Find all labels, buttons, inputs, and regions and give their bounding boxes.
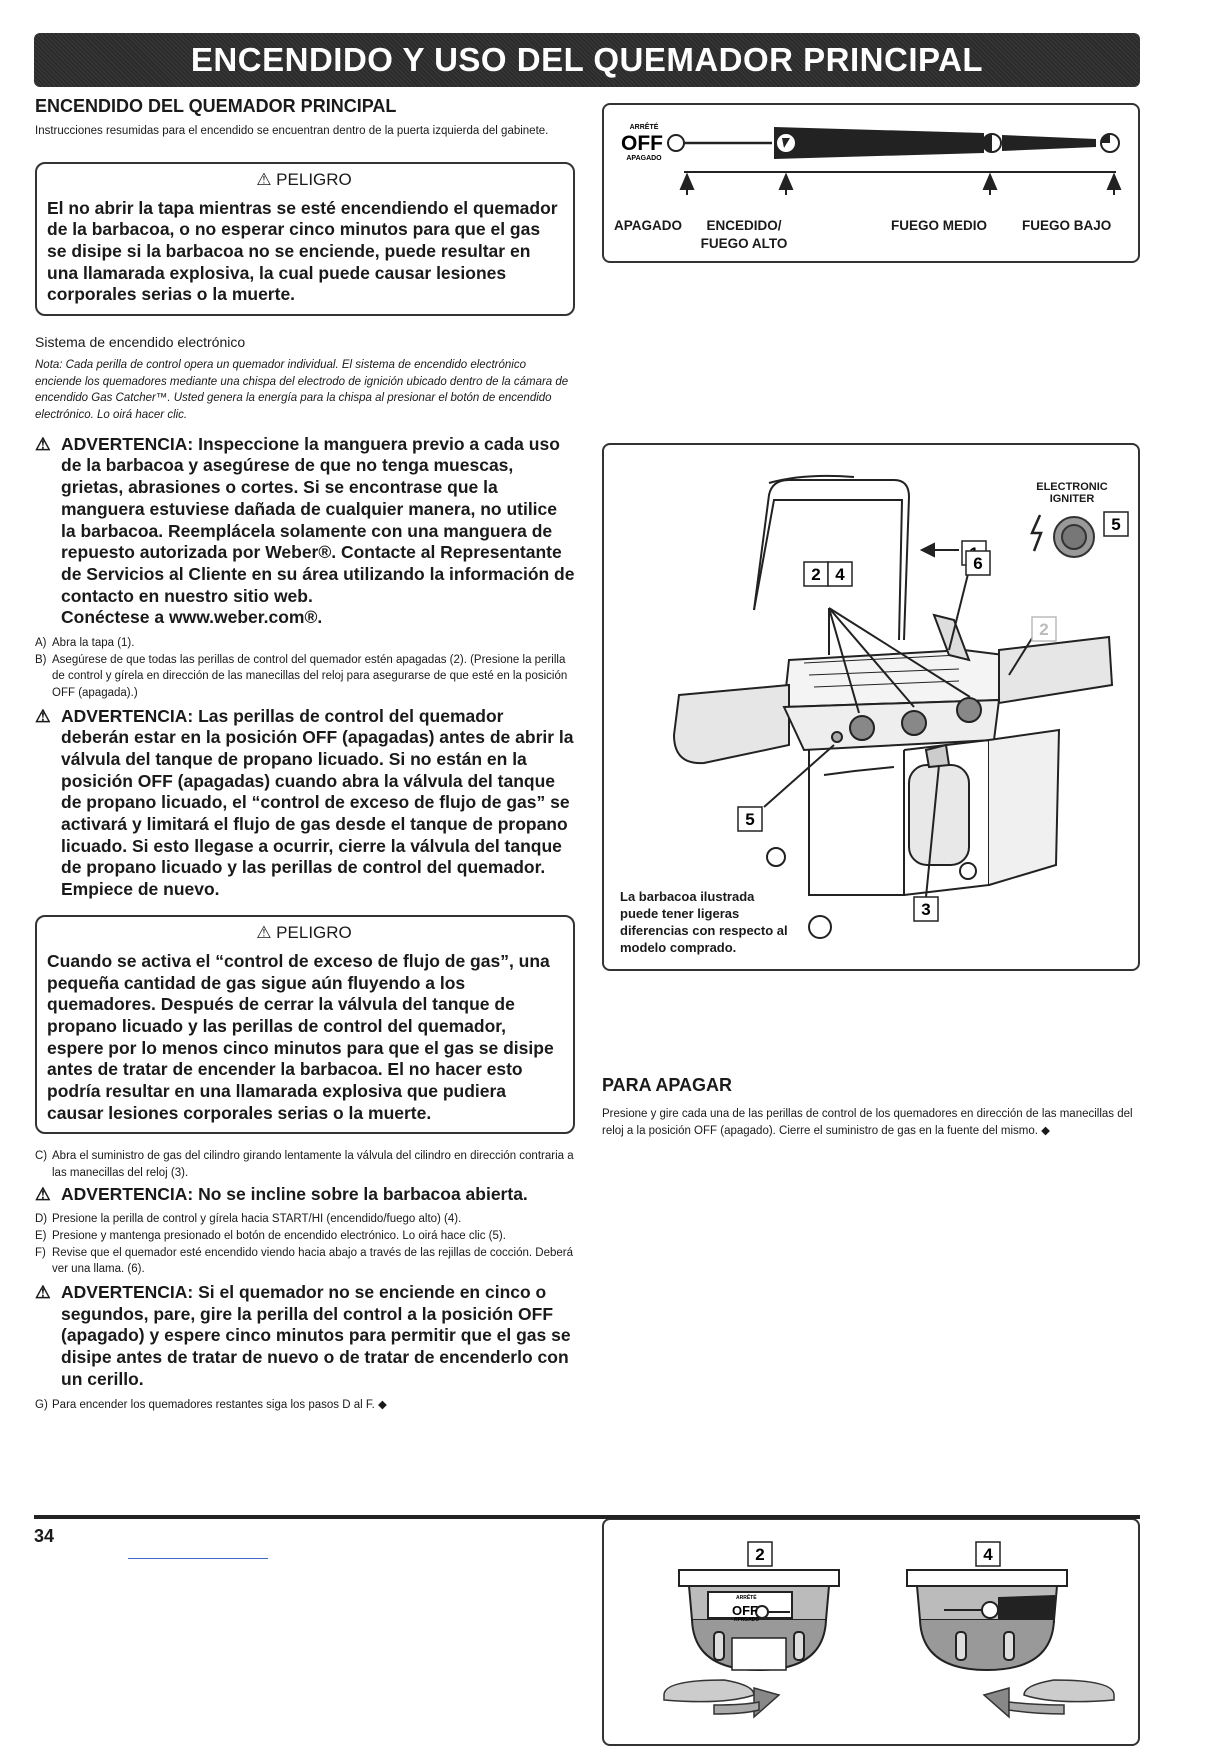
- warning-1-text: ADVERTENCIA: Inspeccione la manguera previo a cada uso de la barbacoa y asegúrese de que no tenga muescas, grietas, abrasiones o cortes. Si se encontrase que la manguera estuviese dañada de cualquier manera, no utilice la barbacoa. Reemplácela solamente con una manguera de repuesto autorizada por Weber®. Contacte al Representante de Servicios al Cliente en su área utilizando la información de contacto en nuestro sitio web.: [61, 433, 575, 606]
- clockwise-arrow-icon: [664, 1680, 779, 1717]
- igniter-label: ELECTRONIC IGNITER: [1036, 481, 1108, 506]
- warning-3: [35, 1184, 575, 1206]
- dial-drawing: [604, 1520, 1138, 1744]
- step-c: C) Abra el suministro de gas del cilindro girando lentamente la válvula del cilindro en dirección contraria a las manecillas del reloj (3).: [35, 1150, 574, 1180]
- off-circle-icon: [668, 135, 684, 151]
- grill-caption: La barbacoa ilustrada puede tener ligeras diferencias con respecto al modelo comprado.: [620, 889, 788, 955]
- off-small-bottom: APAGADO: [626, 155, 662, 162]
- page-banner: [34, 33, 1140, 87]
- dial-tag-2: 2: [755, 1545, 765, 1564]
- warning-icon: ⚠: [35, 433, 51, 454]
- tag-3: 3: [921, 900, 931, 919]
- knob-scale-panel: [602, 103, 1140, 263]
- section-heading: ENCENDIDO DEL QUEMADOR PRINCIPAL: [35, 96, 397, 116]
- para-apagar-title: PARA APAGAR: [602, 1075, 732, 1095]
- subheading: Sistema de encendido electrónico: [35, 334, 246, 351]
- warning-icon: ⚠: [35, 1282, 51, 1303]
- page-number: 34: [34, 1526, 55, 1546]
- tag-4: 4: [835, 565, 845, 584]
- warning-3-text: ADVERTENCIA: No se incline sobre la barbacoa abierta.: [61, 1183, 528, 1204]
- step-d: D) Presione la perilla de control y gírela hacia START/HI (encendido/fuego alto) (4).: [35, 1213, 462, 1226]
- warning-icon: ⚠: [35, 1183, 51, 1204]
- warning-2: [35, 706, 575, 901]
- danger-box-1: [35, 162, 575, 316]
- step-a: A) Abra la tapa (1).: [35, 636, 135, 649]
- label-fuego-medio: FUEGO MEDIO: [891, 218, 988, 233]
- left-column: [35, 96, 575, 1413]
- label-apagado: APAGADO: [614, 218, 683, 233]
- danger-title-2: ⚠ PELIGRO: [256, 922, 352, 942]
- dial-right-knob: [907, 1570, 1067, 1670]
- warning-4-text: ADVERTENCIA: Si el quemador no se enciende en cinco o segundos, pare, gire la perilla del control a la posición OFF (apagado) y espere cinco minutos para permitir que el gas se disipe antes de tratar de nuevo o de tratar de encenderlo con un cerillo.: [61, 1282, 571, 1389]
- high-flame-bar: [774, 127, 984, 159]
- spark-icon: [1032, 515, 1041, 551]
- counterclockwise-arrow-icon: [984, 1680, 1114, 1717]
- warning-2-text: ADVERTENCIA: Las perillas de control del quemador deberán estar en la posición OFF (apagadas) antes de abrir la válvula del tanque de propano licuado. Si no están en la posición OFF (apagadas) cuando abra la válvula del tanque de propano licuado, el “control de exceso de flujo de gas” se activará y limitará el flujo de gas desde el tanque de propano licuado. Si esto llegase a ocurrir, cierre la válvula del tanque de propano licuado y las perillas de control del quemador. Empiece de nuevo.: [61, 705, 574, 900]
- dial-off: OFF: [732, 1603, 758, 1618]
- label-fuego-bajo: FUEGO BAJO: [1022, 218, 1112, 233]
- tag-2: 2: [811, 565, 821, 584]
- danger-box-2: [35, 915, 575, 1135]
- dial-tag-4: 4: [983, 1545, 993, 1564]
- danger-body-2: Cuando se activa el “control de exceso de flujo de gas”, una pequeña cantidad de gas sigue aún fluyendo a los quemadores. Después de cerrar la válvula del tanque de propano licuado y las perillas de control del quemador, espere por lo menos cinco minutos para que el gas se disipe antes de tratar de encender la barbacoa. El no hacer esto podría resultar en una llamarada explosiva que pudiera causar lesiones corporales serias o la muerte.: [47, 950, 554, 1123]
- grill-illustration-panel: [602, 443, 1140, 971]
- step-b: B) Asegúrese de que todas las perillas de control del quemador estén apagadas (2). (Presione la perilla de control y gírela en dirección de las manecillas del reloj para asegurarse de que esté en la posición OFF (apagada).): [35, 653, 568, 699]
- footer-link-rule: [128, 1558, 268, 1559]
- step-f: F) Revise que el quemador esté encendido viendo hacia abajo a través de las rejillas de cocción. Deberá ver una llama. (6).: [35, 1246, 574, 1276]
- low-flame-bar: [1002, 135, 1096, 151]
- step-g: G) Para encender los quemadores restantes siga los pasos D al F. ◆: [35, 1398, 387, 1411]
- banner-title: ENCENDIDO Y USO DEL QUEMADOR PRINCIPAL: [190, 41, 984, 78]
- warning-4: [35, 1282, 575, 1390]
- danger-body-1: El no abrir la tapa mientras se esté encendiendo el quemador de la barbacoa, o no esperar cinco minutos para que el gas se disipe si la barbacoa no se enciende, puede resultar en una llamarada explosiva, la cual puede causar lesiones corporales serias o la muerte.: [47, 197, 558, 305]
- danger-title-1: ⚠ PELIGRO: [256, 169, 352, 189]
- knob-scale-graphic: [604, 105, 1138, 195]
- dial-off-bottom: APAGADO: [734, 1617, 760, 1623]
- step-e: E) Presione y mantenga presionado el botón de encendido electrónico. Lo oirá hace clic (5).: [35, 1230, 506, 1243]
- label-encendido: ENCEDIDO/ FUEGO ALTO: [700, 218, 788, 251]
- para-apagar-section: [602, 1075, 1140, 1139]
- note-text: Nota: Cada perilla de control opera un quemador individual. El sistema de encendido electrónico enciende los quemadores mediante una chispa del electrodo de ignición ubicado dentro de la cámara de encendido Gas Catcher™. Usted genera la energía para la chispa al presionar el botón de encendido electrónico. Lo oirá hacer clic.: [35, 359, 569, 422]
- off-small-top: ARRÊTÉ: [629, 124, 659, 131]
- off-big: OFF: [621, 132, 663, 155]
- warning-1: [35, 434, 575, 629]
- para-apagar-text: Presione y gire cada una de las perillas de control de los quemadores en dirección de las manecillas del reloj a la posición OFF (apagado). Cierre el suministro de gas en la fuente del mismo. ◆: [602, 1108, 1133, 1137]
- dial-off-top: ARRÊTÉ: [736, 1595, 757, 1601]
- warning-icon: ⚠: [35, 705, 51, 726]
- tag-5-igniter: 5: [1111, 515, 1121, 534]
- tag-6: 6: [973, 554, 983, 573]
- tag-5: 5: [745, 810, 755, 829]
- intro-text: Instrucciones resumidas para el encendido se encuentran dentro de la puerta izquierda del gabinete.: [35, 125, 549, 137]
- weber-link-text: Conéctese a www.weber.com®.: [61, 607, 323, 628]
- dial-panel: [602, 1518, 1140, 1746]
- footer-rule: [34, 1515, 1140, 1519]
- scale-arrows: [681, 175, 1120, 195]
- tag-2-faded: 2: [1039, 620, 1049, 639]
